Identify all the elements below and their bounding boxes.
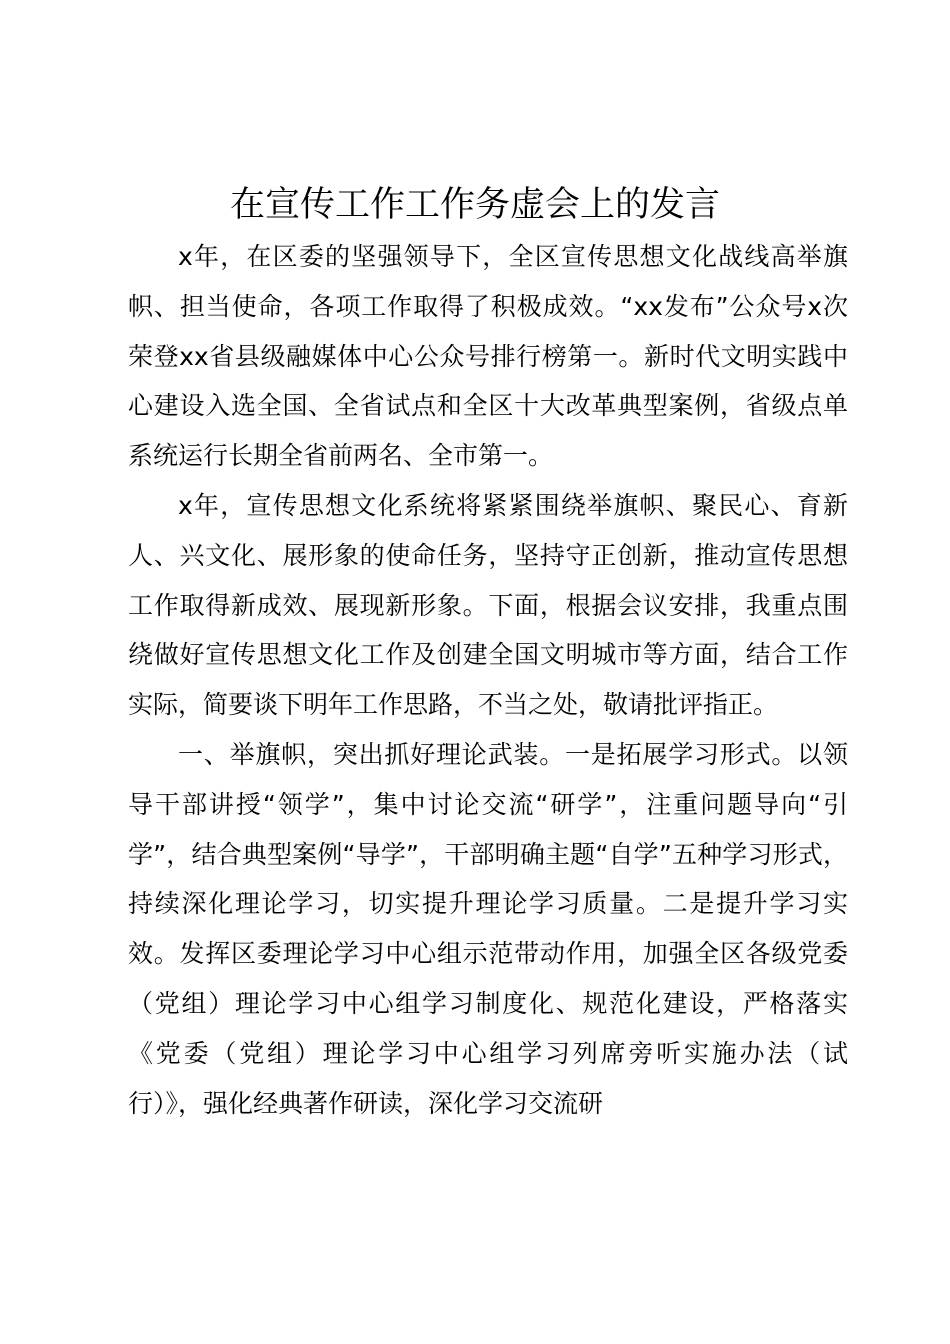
paragraph-1: x年，在区委的坚强领导下，全区宣传思想文化战线高举旗帜、担当使命，各项工作取得了积极成效。“xx发布”公众号x次荣登xx省县级融媒体中心公众号排行榜第一。新时代文明实践中心建设入选全国、全省试点和全区十大改革典型案例，省级点单系统运行长期全省前两名、全市第一。 [128, 242, 848, 471]
document-title: 在宣传工作工作务虚会上的发言 [229, 185, 720, 225]
document-body [128, 232, 848, 1128]
paragraph-2: x年，宣传思想文化系统将紧紧围绕举旗帜、聚民心、育新人、兴文化、展形象的使命任务，坚持守正创新，推动宣传思想工作取得新成效、展现新形象。下面，根据会议安排，我重点围绕做好宣传思想文化工作及创建全国文明城市等方面，结合工作实际，简要谈下明年工作思路，不当之处，敬请批评指正。 [128, 490, 848, 720]
paragraph-3: 一、举旗帜，突出抓好理论武装。一是拓展学习形式。以领导干部讲授“领学”，集中讨论交流“研学”，注重问题导向“引学”，结合典型案例“导学”，干部明确主题“自学”五种学习形式，持续深化理论学习，切实提升理论学习质量。二是提升学习实效。发挥区委理论学习中心组示范带动作用，加强全区各级党委（党组）理论学习中心组学习制度化、规范化建设，严格落实《党委（党组）理论学习中心组学习列席旁听实施办法（试行）》，强化经典著作研读，深化学习交流研 [128, 739, 848, 1118]
